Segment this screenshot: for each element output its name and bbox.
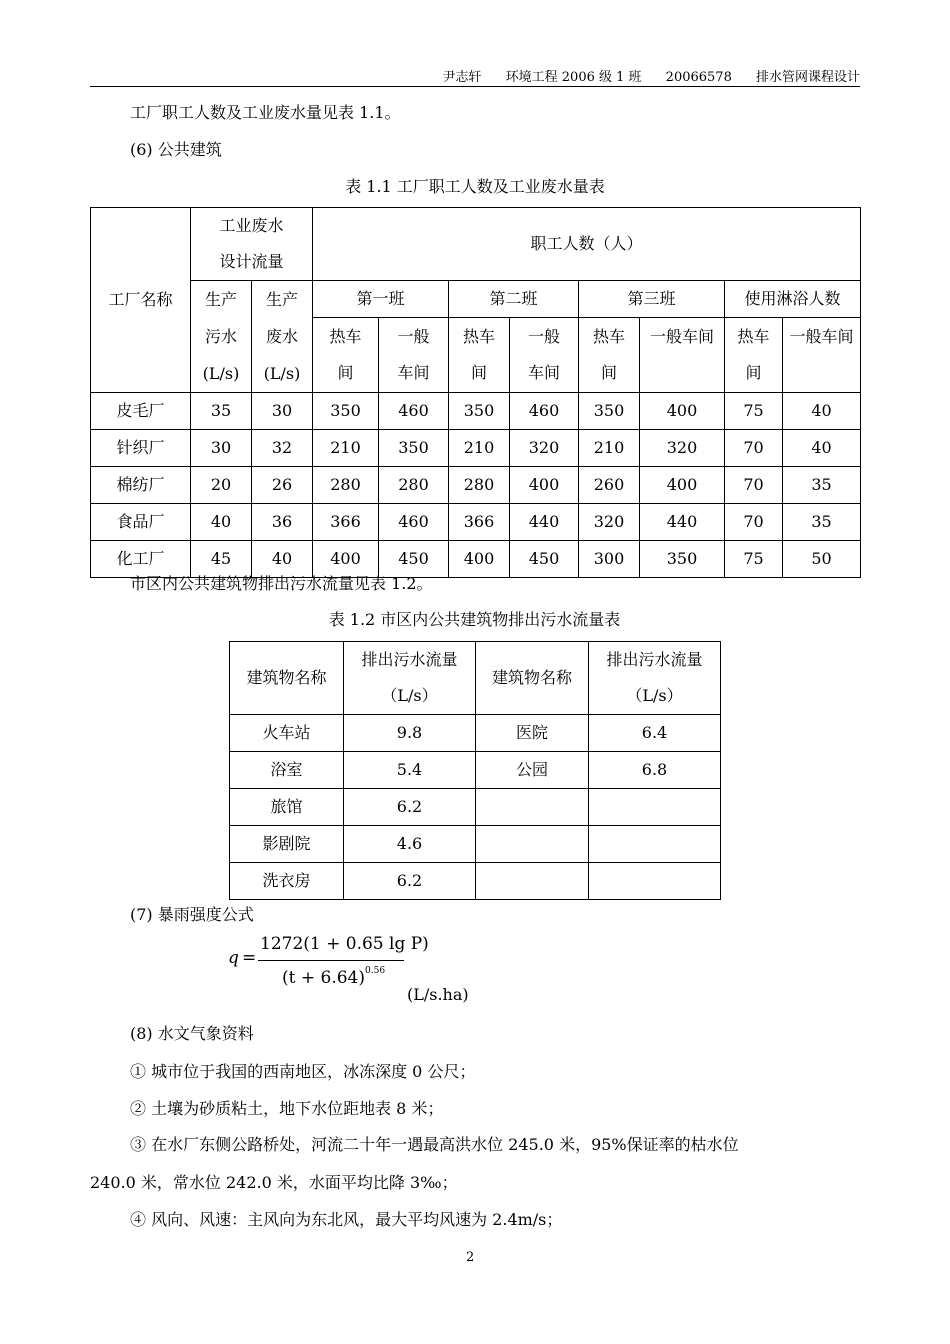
table-row <box>91 467 861 504</box>
table-cell: 280 <box>449 467 510 504</box>
sub-general-workshop: 一般 车间 <box>379 318 449 393</box>
sub-hot-workshop: 热车 间 <box>313 318 379 393</box>
table-cell: 70 <box>725 430 783 467</box>
table-cell: 75 <box>725 393 783 430</box>
table-cell: 450 <box>510 541 579 578</box>
header-shift-3: 第三班 <box>579 281 725 318</box>
factory-name: 食品厂 <box>91 504 191 541</box>
table-cell: 6.8 <box>589 752 721 789</box>
table-cell: 30 <box>252 393 313 430</box>
table-cell: 350 <box>640 541 725 578</box>
table-row <box>230 826 721 863</box>
factory-name: 棉纺厂 <box>91 467 191 504</box>
table-cell: 440 <box>510 504 579 541</box>
sub-general-workshop: 一般 车间 <box>510 318 579 393</box>
header-discharge-flow-l1: 排出污水流量 <box>606 650 703 669</box>
table-cell: 70 <box>725 504 783 541</box>
table-cell: 5.4 <box>344 752 476 789</box>
table-cell: 210 <box>579 430 640 467</box>
table-cell: 45 <box>191 541 252 578</box>
table-cell: 320 <box>510 430 579 467</box>
table-cell: 400 <box>449 541 510 578</box>
item-1: ① 城市位于我国的西南地区，冰冻深度 0 公尺； <box>130 1062 476 1081</box>
table-cell: 20 <box>191 467 252 504</box>
header-production-wastewater-l3: (L/s) <box>263 364 301 383</box>
paragraph-intro1: 工厂职工人数及工业废水量见表 1.1。 <box>130 103 401 122</box>
building-name: 旅馆 <box>230 789 344 826</box>
table-cell: 450 <box>379 541 449 578</box>
building-name: 影剧院 <box>230 826 344 863</box>
table-cell <box>589 826 721 863</box>
table-cell: 320 <box>640 430 725 467</box>
table-cell: 400 <box>640 467 725 504</box>
table-cell: 40 <box>783 430 861 467</box>
table-cell: 350 <box>313 393 379 430</box>
table-cell: 35 <box>783 467 861 504</box>
table-cell: 460 <box>510 393 579 430</box>
header-workers: 职工人数（人） <box>313 208 861 281</box>
factory-name: 针织厂 <box>91 430 191 467</box>
table-cell: 460 <box>379 393 449 430</box>
table-cell: 35 <box>783 504 861 541</box>
table-cell: 400 <box>640 393 725 430</box>
header-building-name: 建筑物名称 <box>476 642 589 715</box>
header-production-wastewater <box>252 281 313 393</box>
building-name: 火车站 <box>230 715 344 752</box>
sub-hot-workshop: 热车 间 <box>579 318 640 393</box>
formula-unit: (L/s.ha) <box>407 985 469 1004</box>
sub-general-workshop: 一般车间 <box>640 318 725 393</box>
item-3-line1: ③ 在水厂东侧公路桥处，河流二十年一遇最高洪水位 245.0 米，95%保证率的枯水位 <box>130 1135 739 1154</box>
table-cell: 260 <box>579 467 640 504</box>
factory-table <box>90 207 861 578</box>
header-building-name: 建筑物名称 <box>230 642 344 715</box>
header-shift-2: 第二班 <box>449 281 579 318</box>
header-course: 排水管网课程设计 <box>755 70 860 85</box>
table-cell: 40 <box>783 393 861 430</box>
building-name: 浴室 <box>230 752 344 789</box>
table-cell: 350 <box>449 393 510 430</box>
header-flow-line2: 设计流量 <box>219 252 284 271</box>
header-production-sewage-l2: 污水 <box>204 327 237 346</box>
header-discharge-flow-l2: （L/s） <box>381 686 438 705</box>
paragraph-intro2: 市区内公共建筑物排出污水流量见表 1.2。 <box>130 574 433 593</box>
formula-lhs: q <box>228 948 239 968</box>
section-6-heading: (6) 公共建筑 <box>130 140 222 159</box>
header-class: 环境工程 2006 级 1 班 <box>505 70 642 85</box>
table-cell: 4.6 <box>344 826 476 863</box>
formula-denominator-wrap <box>282 966 385 988</box>
header-discharge-flow <box>589 642 721 715</box>
table1-header-row-1 <box>91 208 861 281</box>
building-name <box>476 789 589 826</box>
table-cell: 280 <box>313 467 379 504</box>
formula-denominator: (t + 6.64) <box>282 968 365 988</box>
header-production-sewage <box>191 281 252 393</box>
table-row <box>230 789 721 826</box>
table-cell: 366 <box>313 504 379 541</box>
header-author: 尹志轩 <box>442 70 482 85</box>
table-cell <box>589 863 721 900</box>
header-shower-users: 使用淋浴人数 <box>725 281 861 318</box>
building-name <box>476 826 589 863</box>
table-row <box>230 752 721 789</box>
table-row <box>230 863 721 900</box>
header-shift-1: 第一班 <box>313 281 449 318</box>
header-flow-line1: 工业废水 <box>219 216 284 235</box>
building-name: 公园 <box>476 752 589 789</box>
table-cell: 400 <box>313 541 379 578</box>
sub-general-workshop: 一般车间 <box>783 318 861 393</box>
table-cell: 6.2 <box>344 789 476 826</box>
table-cell: 50 <box>783 541 861 578</box>
header-discharge-flow-l1: 排出污水流量 <box>361 650 458 669</box>
table-cell: 32 <box>252 430 313 467</box>
table-cell: 40 <box>252 541 313 578</box>
table-cell: 70 <box>725 467 783 504</box>
table-cell: 36 <box>252 504 313 541</box>
header-production-sewage-l3: (L/s) <box>202 364 240 383</box>
table-row <box>91 393 861 430</box>
page-header <box>90 66 860 87</box>
table-cell: 210 <box>449 430 510 467</box>
page-number: 2 <box>466 1250 475 1265</box>
header-production-wastewater-l2: 废水 <box>266 327 299 346</box>
formula-equals: = <box>242 948 257 968</box>
table-cell: 300 <box>579 541 640 578</box>
sub-hot-workshop: 热车 间 <box>449 318 510 393</box>
public-building-table <box>229 641 721 900</box>
table-cell <box>589 789 721 826</box>
table-cell: 40 <box>191 504 252 541</box>
header-student-id: 20066578 <box>665 70 732 85</box>
item-2: ② 土壤为砂质粘土，地下水位距地表 8 米； <box>130 1099 444 1118</box>
table-cell: 6.2 <box>344 863 476 900</box>
table-cell: 210 <box>313 430 379 467</box>
header-discharge-flow-l2: （L/s） <box>626 686 683 705</box>
formula-numerator: 1272(1 + 0.65 lg P) <box>260 934 429 954</box>
header-production-sewage-l1: 生产 <box>204 290 237 309</box>
factory-name: 皮毛厂 <box>91 393 191 430</box>
building-name: 医院 <box>476 715 589 752</box>
table-cell: 26 <box>252 467 313 504</box>
table-cell: 366 <box>449 504 510 541</box>
table-cell: 9.8 <box>344 715 476 752</box>
table2-header-row <box>230 642 721 715</box>
table-cell: 350 <box>579 393 640 430</box>
table-row <box>230 715 721 752</box>
fraction-bar <box>258 960 404 961</box>
table-cell: 6.4 <box>589 715 721 752</box>
factory-name: 化工厂 <box>91 541 191 578</box>
table-cell: 440 <box>640 504 725 541</box>
table-cell: 350 <box>379 430 449 467</box>
table-row <box>91 430 861 467</box>
table-cell: 320 <box>579 504 640 541</box>
table1-caption: 表 1.1 工厂职工人数及工业废水量表 <box>345 177 605 196</box>
header-production-wastewater-l1: 生产 <box>266 290 299 309</box>
header-flow <box>191 208 313 281</box>
table2-caption: 表 1.2 市区内公共建筑物排出污水流量表 <box>328 610 621 629</box>
table-cell: 30 <box>191 430 252 467</box>
table-cell: 75 <box>725 541 783 578</box>
section-8-heading: (8) 水文气象资料 <box>130 1024 254 1043</box>
header-discharge-flow <box>344 642 476 715</box>
item-3-line2: 240.0 米，常水位 242.0 米，水面平均比降 3‰； <box>90 1173 458 1192</box>
table-row <box>91 504 861 541</box>
table1-header-row-2 <box>91 281 861 318</box>
table-cell: 35 <box>191 393 252 430</box>
building-name: 洗衣房 <box>230 863 344 900</box>
table-cell: 280 <box>379 467 449 504</box>
building-name <box>476 863 589 900</box>
sub-hot-workshop: 热车 间 <box>725 318 783 393</box>
table-cell: 400 <box>510 467 579 504</box>
section-7-heading: (7) 暴雨强度公式 <box>130 905 254 924</box>
header-factory-name: 工厂名称 <box>91 208 191 393</box>
formula-exponent: 0.56 <box>365 966 386 976</box>
table-cell: 460 <box>379 504 449 541</box>
item-4: ④ 风向、风速：主风向为东北风，最大平均风速为 2.4m/s； <box>130 1210 563 1229</box>
